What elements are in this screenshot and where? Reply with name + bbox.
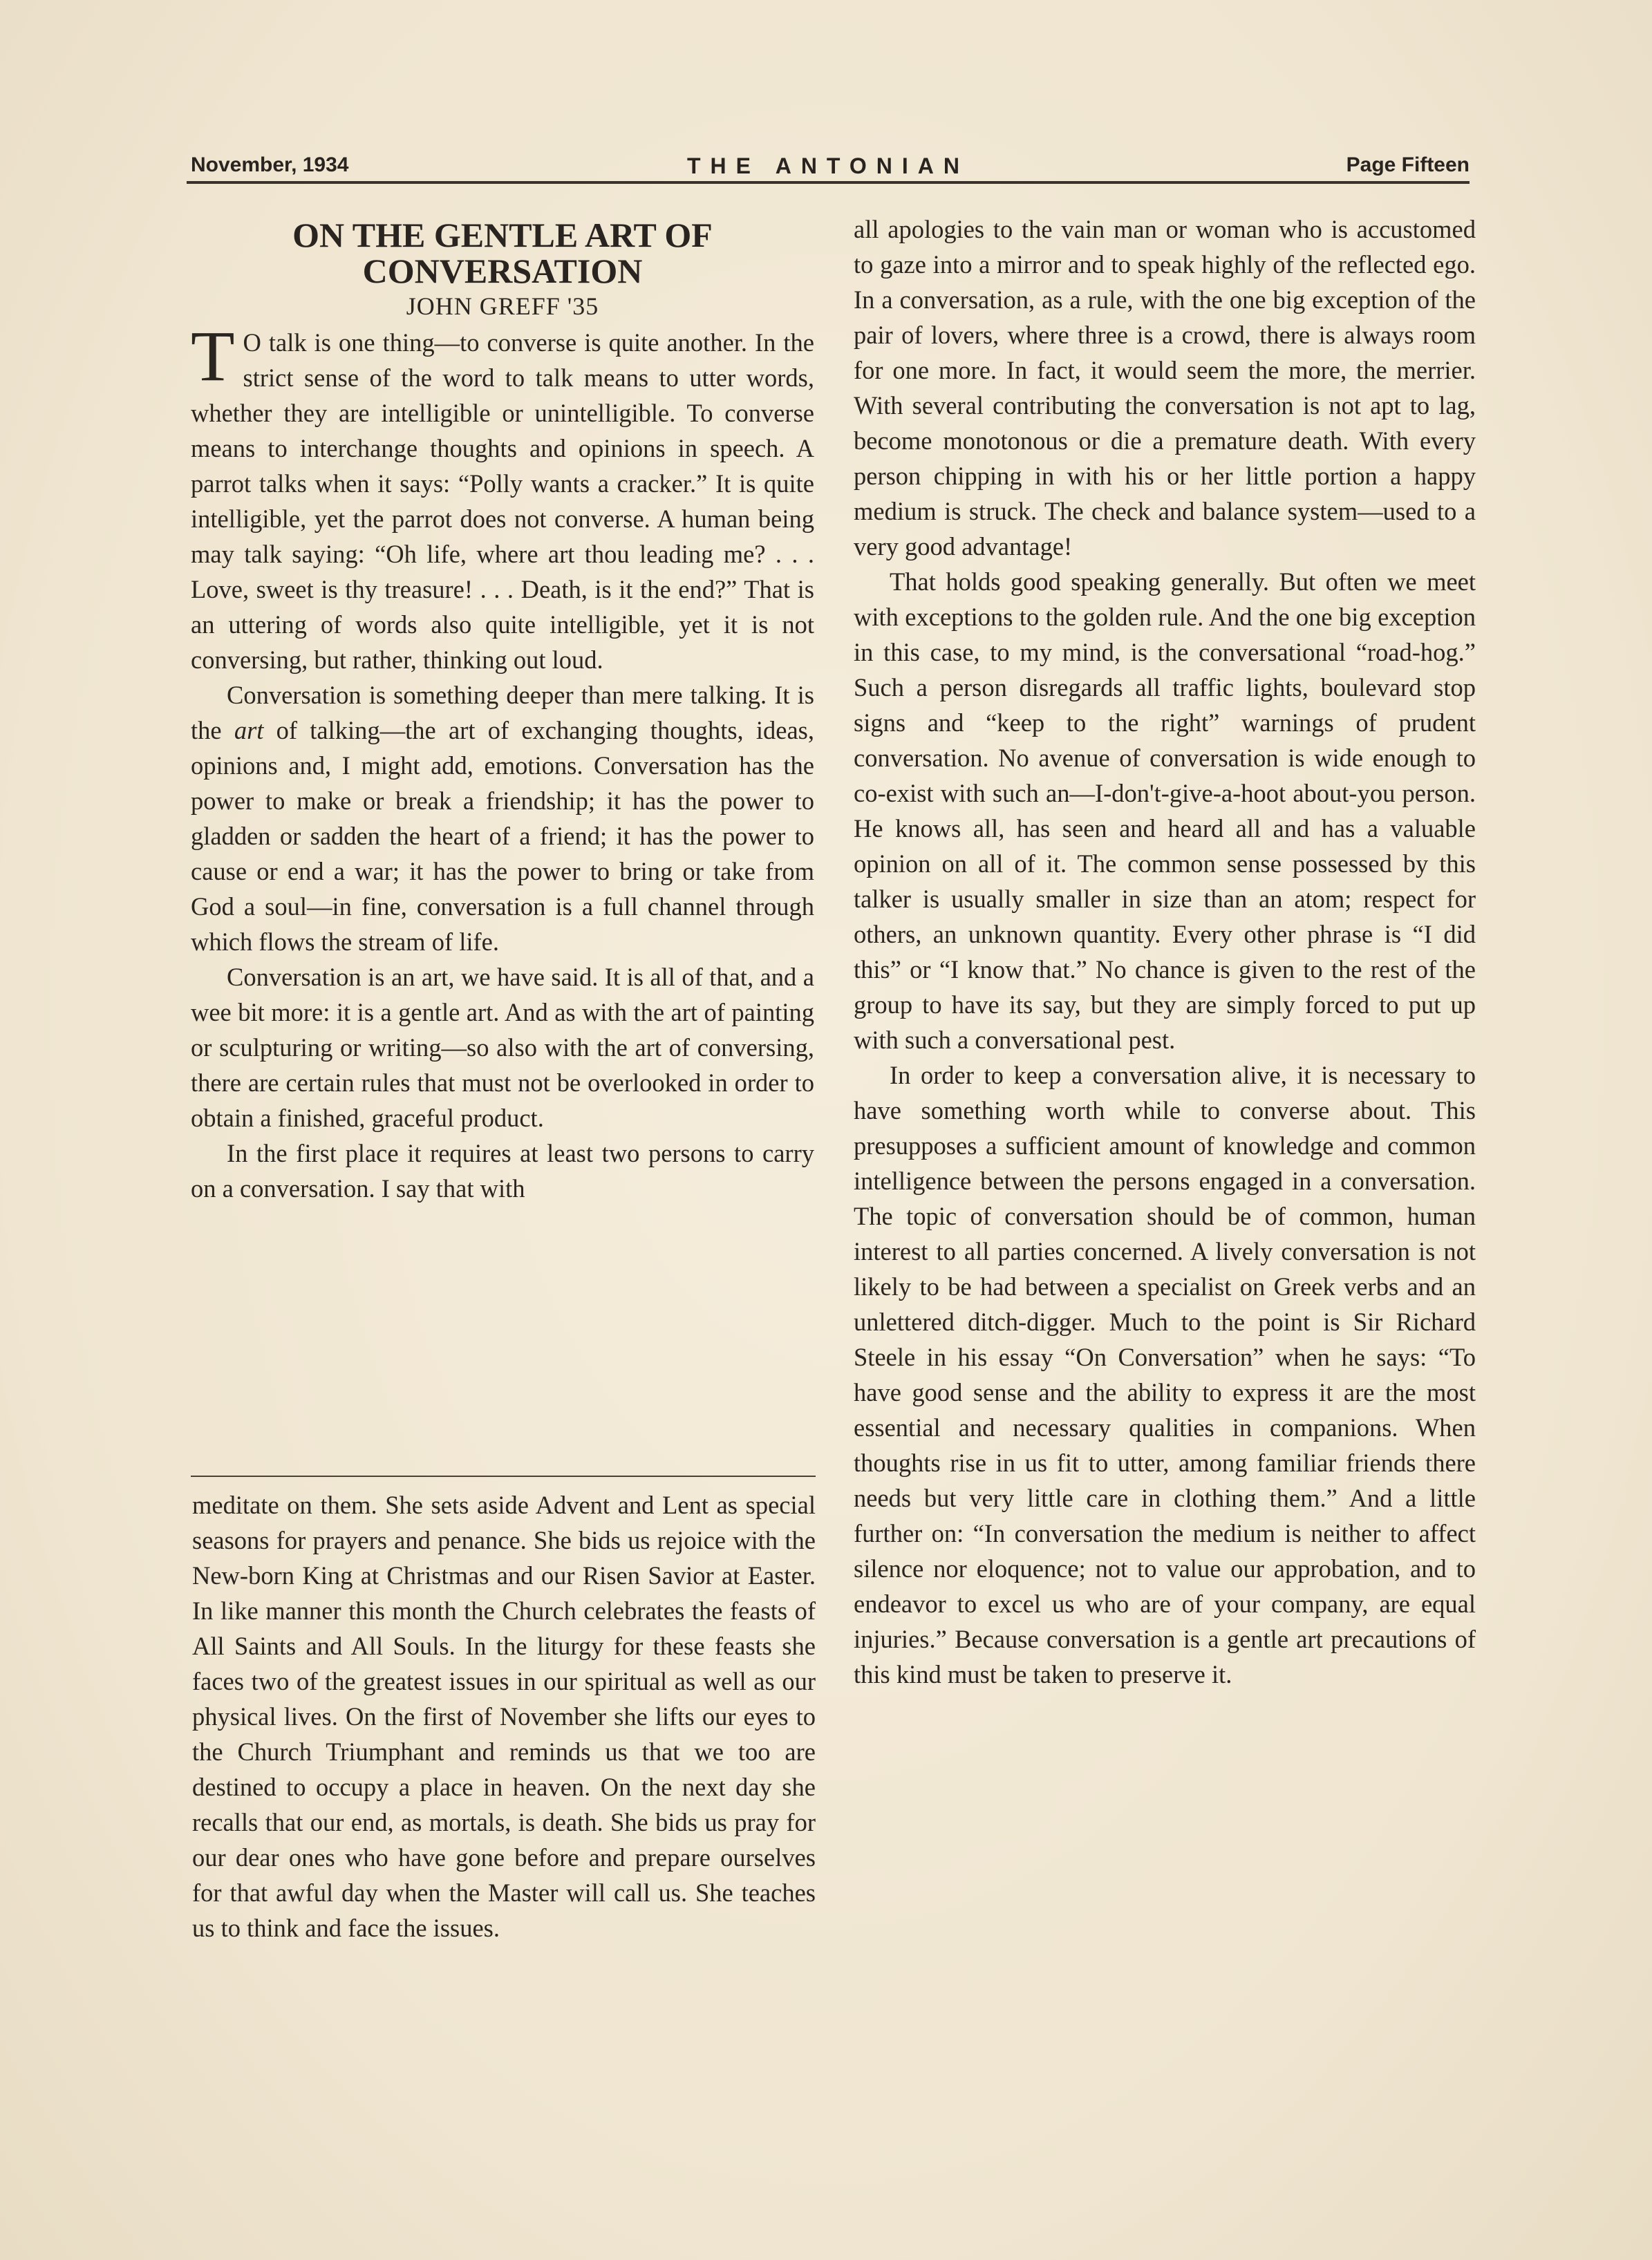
article-paragraph-1: T O talk is one thing—to converse is quite another. In the strict sense of the word to talk means to utter words, whether they are intelligible or unintelligible. To converse means to interchange thoughts and opinions in speech. A parrot talks when it says: “Polly wants a cracker.” It is quite intelligible, yet the parrot does not converse. A human being may talk saying: “Oh life, where art thou leading me? . . . Love, sweet is thy treasure! . . . Death, is it the end?” That is an uttering of words also quite intelligible, yet it is not conversing, but rather, thinking out loud.: [191, 317, 814, 674]
article-paragraph-2: Conversation is something deeper than mere talking. It is the art of talking—the art of exchanging thoughts, ideas, opinions and, I might add, emotions. Conversation has the power to make or break a friendship; it has the power to gladden or sadden the heart of a friend; it has the power to cause or end a war; it has the power to bring or take from God a soul—in fine, conversation is a full channel through which flows the stream of life.: [191, 681, 815, 956]
header-publication: THE ANTONIAN: [687, 153, 969, 178]
continued-paragraph: meditate on them. She sets aside Advent and Lent as special seasons for prayers and penance. She bids us rejoice with the New-born King at Christmas and our Risen Savior at Easter. In like manner this month the Church celebrates the feasts of All Saints and All Souls. In the liturgy for these feasts she faces two of the greatest issues in our spiritual as well as our physical lives. On the first of November she lifts our eyes to the Church Triumphant and reminds us that we too are destined to occupy a place in heaven. On the next day she recalls that our end, as mortals, is death. She bids us pray for our dear ones who have gone before and prepare ourselves for that awful day when the Master will call us. She teaches us to think and face the issues.: [192, 1491, 816, 1942]
article-column-right: [854, 211, 1476, 1692]
continued-article-column: [192, 1487, 816, 1946]
article-column-left: [191, 207, 814, 1206]
article-paragraph-6: That holds good speaking generally. But often we meet with exceptions to the golden rule. And the one big exception in this case, to my mind, is the conversational “road-hog.” Such a person disregards all traffic lights, boulevard stop signs and “keep to the right” warnings of prudent conversation. No avenue of conversation is wide enough to co-exist with such an—I-don't-give-a-hoot about-you person. He knows all, has seen and heard all and has a valuable opinion on all of it. The common sense possessed by this talker is usually smaller in size than an atom; respect for others, an unknown quantity. Every other phrase is “I did this” or “I know that.” No chance is given to the rest of the group to have its say, but they are simply forced to put up with such a conversational pest.: [854, 567, 1476, 1054]
drop-cap: T: [191, 317, 235, 396]
column-divider: [191, 1476, 816, 1477]
header-date: November, 1934: [191, 153, 349, 176]
article-byline: JOHN GREFF '35: [406, 292, 599, 320]
article-paragraph-7: In order to keep a conversation alive, it is necessary to have something worth while to converse about. This presupposes a sufficient amount of knowledge and common intelligence between the persons engaged in a conversation. The topic of conversation should be of common, human interest to all parties concerned. A lively conversation is not likely to be had between a specialist on Greek verbs and an unlettered ditch-digger. Much to the point is Sir Richard Steele in his essay “On Conversation” when he says: “To have good sense and the ability to express it are the most essential and necessary qualities in companions. When thoughts rise in us fit to utter, among familiar friends there needs but very little care in clothing them.” And a little further on: “In conversation the medium is neither to affect silence nor eloquence; not to value our approbation, and to endeavor to excel us who are of your company, are equal injuries.” Because conversation is a gentle art precautions of this kind must be taken to preserve it.: [854, 1061, 1476, 1688]
header-rule: [187, 181, 1470, 184]
article-paragraph-3: Conversation is an art, we have said. It is all of that, and a wee bit more: it is a gentle art. And as with the art of painting or sculpturing or writing—so also with the art of conversing, there are certain rules that must not be overlooked in order to obtain a finished, graceful product.: [191, 963, 814, 1132]
running-header: [187, 151, 1470, 184]
header-page-number: Page Fifteen: [1346, 153, 1470, 176]
article-paragraph-4: In the first place it requires at least two persons to carry on a conversation. I say that with: [191, 1139, 814, 1203]
article-paragraph-5: all apologies to the vain man or woman who is accustomed to gaze into a mirror and to speak highly of the reflected ego. In a conversation, as a rule, with the one big exception of the pair of lovers, where three is a crowd, there is always room for one more. In fact, it would seem the more, the merrier. With several contributing the conversation is not apt to lag, become monotonous or die a premature death. With every person chipping in with his or her little portion a happy medium is struck. The check and balance system—used to a very good advantage!: [854, 215, 1476, 561]
article-title: ON THE GENTLE ART OF CONVERSATION: [292, 216, 713, 290]
